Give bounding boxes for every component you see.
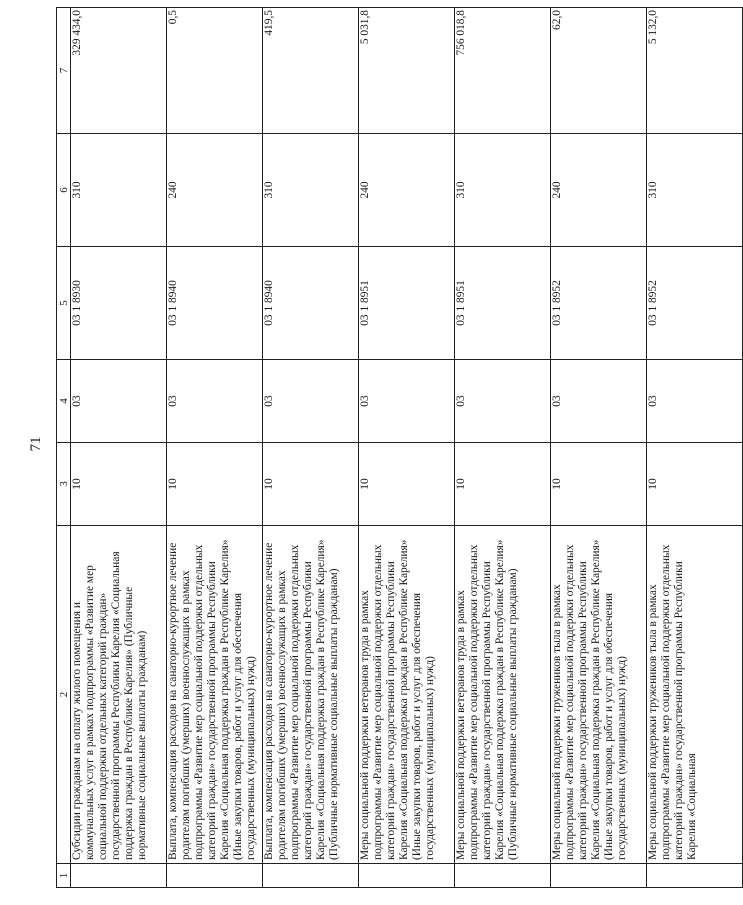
description-cell: Выплата, компенсация расходов на санаторно-курортное лечение родителям погибших (умерших) военнослужащих в рамках подпрограммы «Развитие мер социальной поддержки отдельных категорий граждан» государственной программы Республики Карелия «Социальная поддержка граждан в Республике Карелия» (Публичные нормативные социальные выплаты гражданам) <box>263 526 359 864</box>
subsection-code-cell: 03 <box>455 360 551 443</box>
row-index-cell <box>263 864 359 888</box>
column-header-5: 5 <box>57 247 71 360</box>
amount-cell: 419,5 <box>263 8 359 134</box>
expense-type-cell: 310 <box>263 134 359 247</box>
table-row <box>167 8 263 888</box>
table-row <box>359 8 455 888</box>
expense-type-cell: 310 <box>647 134 743 247</box>
expense-type-cell: 240 <box>167 134 263 247</box>
description-cell: Меры социальной поддержки тружеников тыла в рамках подпрограммы «Развитие мер социальной поддержки отдельных категорий граждан» государственной программы Республики Карелия «Социальная поддержка граждан в Республике Карелия» (Иные закупки товаров, работ и услуг для обеспечения государственных (муниципальных) нужд) <box>551 526 647 864</box>
target-article-cell: 03 1 8930 <box>71 247 167 360</box>
description-cell: Меры социальной поддержки ветеранов труда в рамках подпрограммы «Развитие мер социальной поддержки отдельных категорий граждан» государственной программы Республики Карелия «Социальная поддержка граждан в Республике Карелия» (Публичные нормативные социальные выплаты гражданам) <box>455 526 551 864</box>
amount-cell: 5 132,0 <box>647 8 743 134</box>
column-header-4: 4 <box>57 360 71 443</box>
expense-type-cell: 310 <box>71 134 167 247</box>
amount-cell: 329 434,0 <box>71 8 167 134</box>
budget-table <box>56 7 743 888</box>
target-article-cell: 03 1 8951 <box>359 247 455 360</box>
section-code-cell: 10 <box>71 443 167 526</box>
table-header-row <box>57 8 71 888</box>
section-code-cell: 10 <box>167 443 263 526</box>
amount-cell: 756 018,8 <box>455 8 551 134</box>
section-code-cell: 10 <box>647 443 743 526</box>
amount-cell: 5 031,8 <box>359 8 455 134</box>
row-index-cell <box>647 864 743 888</box>
table-row <box>647 8 743 888</box>
budget-table-sheet <box>56 8 698 888</box>
target-article-cell: 03 1 8940 <box>167 247 263 360</box>
description-cell: Меры социальной поддержки тружеников тыла в рамках подпрограммы «Развитие мер социальной поддержки отдельных категорий граждан» государственной программы Республики Карелия «Социальная <box>647 526 743 864</box>
table-row <box>551 8 647 888</box>
subsection-code-cell: 03 <box>71 360 167 443</box>
section-code-cell: 10 <box>359 443 455 526</box>
subsection-code-cell: 03 <box>263 360 359 443</box>
section-code-cell: 10 <box>551 443 647 526</box>
column-header-7: 7 <box>57 8 71 134</box>
table-row <box>455 8 551 888</box>
description-cell: Субсидии гражданам на оплату жилого помещения и коммунальных услуг в рамках подпрограммы «Развитие мер социальной поддержки отдельных категорий граждан» государственной программы Республики Карелия «Социальная поддержка граждан в Республике Карелия» (Публичные нормативные социальные выплаты гражданам) <box>71 526 167 864</box>
table-row <box>71 8 167 888</box>
subsection-code-cell: 03 <box>359 360 455 443</box>
subsection-code-cell: 03 <box>551 360 647 443</box>
column-header-3: 3 <box>57 443 71 526</box>
expense-type-cell: 240 <box>359 134 455 247</box>
page-number: 71 <box>28 436 44 452</box>
row-index-cell <box>551 864 647 888</box>
row-index-cell <box>167 864 263 888</box>
column-header-6: 6 <box>57 134 71 247</box>
expense-type-cell: 310 <box>455 134 551 247</box>
section-code-cell: 10 <box>263 443 359 526</box>
expense-type-cell: 240 <box>551 134 647 247</box>
table-row <box>263 8 359 888</box>
amount-cell: 0,5 <box>167 8 263 134</box>
target-article-cell: 03 1 8952 <box>647 247 743 360</box>
row-index-cell <box>455 864 551 888</box>
target-article-cell: 03 1 8940 <box>263 247 359 360</box>
target-article-cell: 03 1 8952 <box>551 247 647 360</box>
description-cell: Выплата, компенсация расходов на санаторно-курортное лечение родителям погибших (умерших) военнослужащих в рамках подпрограммы «Развитие мер социальной поддержки отдельных категорий граждан» государственной программы Республики Карелия «Социальная поддержка граждан в Республике Карелия» (Иные закупки товаров, работ и услуг для обеспечения государственных (муниципальных) нужд) <box>167 526 263 864</box>
target-article-cell: 03 1 8951 <box>455 247 551 360</box>
description-cell: Меры социальной поддержки ветеранов труда в рамках подпрограммы «Развитие мер социальной поддержки отдельных категорий граждан» государственной программы Республики Карелия «Социальная поддержка граждан в Республике Карелия» (Иные закупки товаров, работ и услуг для обеспечения государственных (муниципальных) нужд) <box>359 526 455 864</box>
subsection-code-cell: 03 <box>647 360 743 443</box>
subsection-code-cell: 03 <box>167 360 263 443</box>
section-code-cell: 10 <box>455 443 551 526</box>
amount-cell: 62,0 <box>551 8 647 134</box>
row-index-cell <box>71 864 167 888</box>
column-header-2: 2 <box>57 526 71 864</box>
row-index-cell <box>359 864 455 888</box>
column-header-1: 1 <box>57 864 71 888</box>
